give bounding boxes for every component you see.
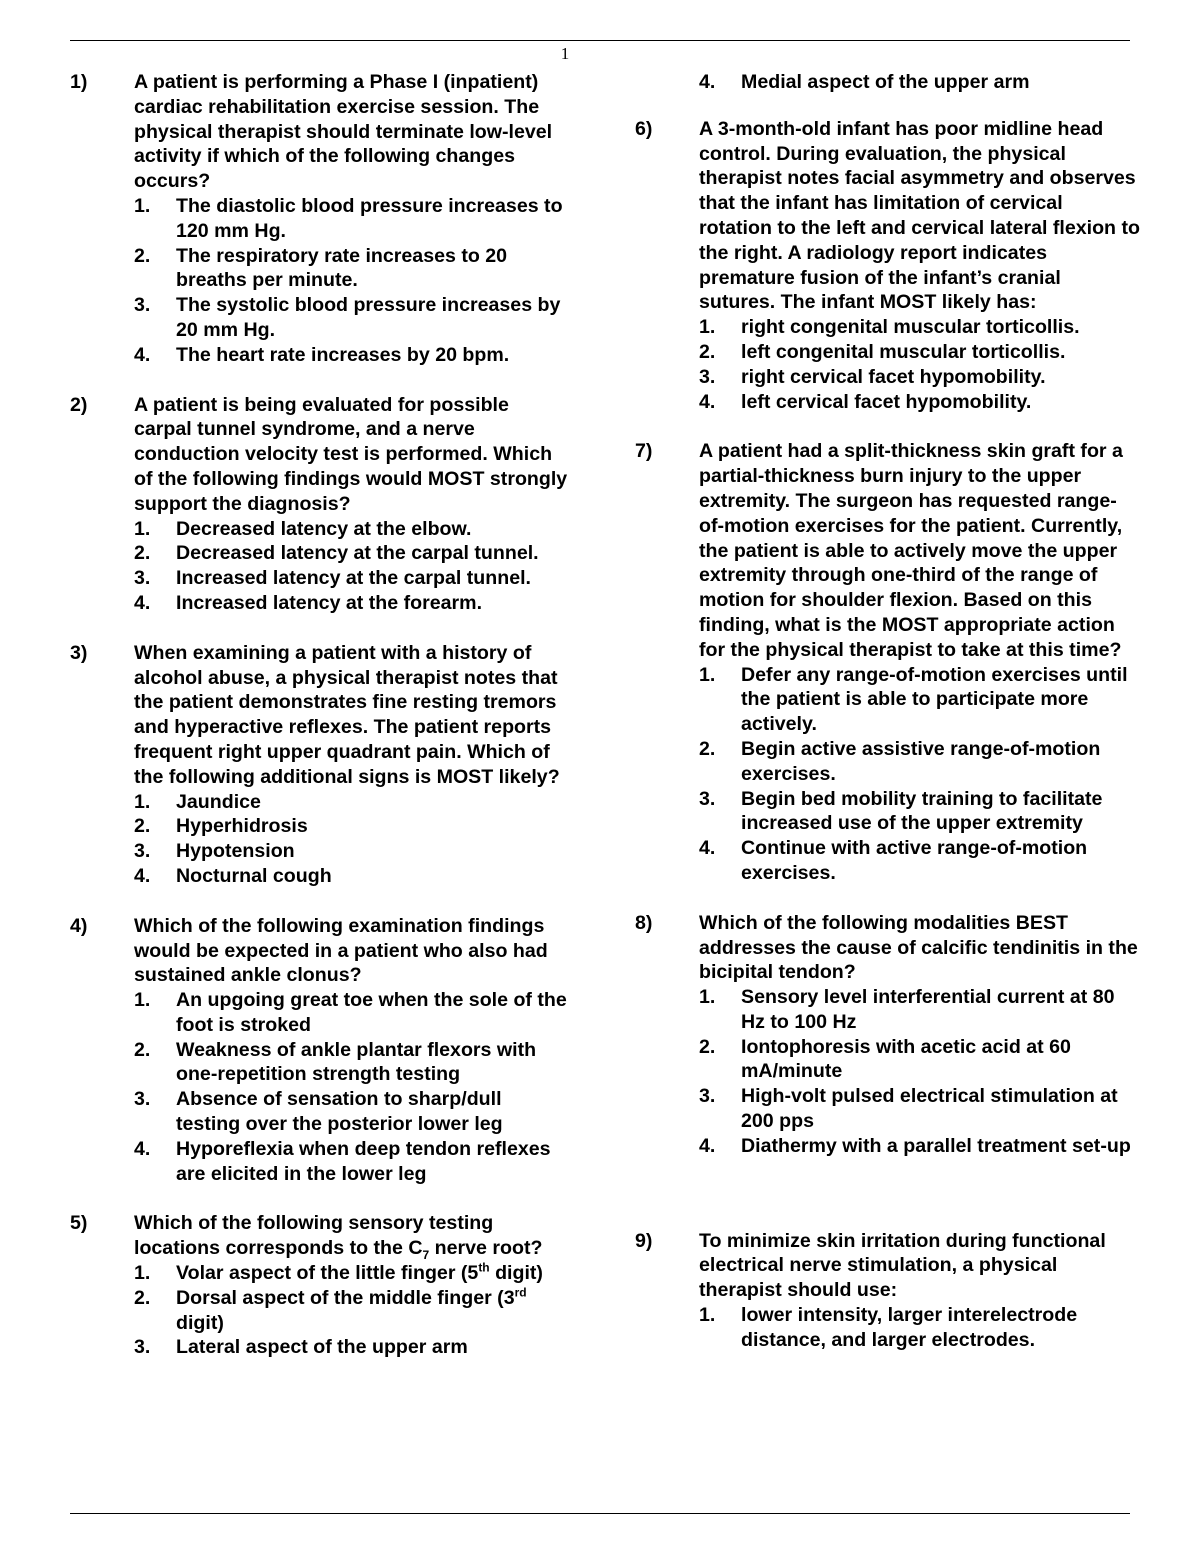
answer-options [699, 663, 1140, 886]
answer-option [699, 1084, 1140, 1134]
question-5 [70, 1211, 570, 1360]
answer-options [699, 315, 1140, 414]
answer-option [134, 541, 570, 566]
answer-option [699, 365, 1140, 390]
option-text: right cervical facet hypomobility. [741, 365, 1046, 388]
option-number: 4. [699, 71, 716, 93]
option-number: 2. [699, 1035, 716, 1058]
option-number: 4. [699, 1134, 716, 1157]
question-stem: When examining a patient with a history of alcohol abuse, a physical therapist notes that the patient demonstrates fine resting tremors and hyperactive reflexes. The patient reports frequent right upper quadrant pain. Which of the following additional signs is MOST likely? [134, 641, 560, 788]
answer-option [134, 1038, 570, 1088]
option-text: Increased latency at the carpal tunnel. [176, 567, 531, 590]
option-number: 4. [134, 591, 151, 614]
option-text: Hypotension [176, 840, 295, 863]
option-number: 3. [699, 1085, 716, 1108]
option-text: The respiratory rate increases to 20 breaths per minute. [176, 244, 508, 292]
option-text: Nocturnal cough [176, 864, 332, 887]
option-number: 3. [134, 840, 151, 863]
answer-option [134, 790, 570, 815]
option-text: Volar aspect of the little finger (5 [176, 1262, 479, 1285]
option-text: Defer any range-of-motion exercises until the patient is able to participate more actively. [741, 663, 1128, 736]
option-text: Jaundice [176, 790, 261, 813]
question-number: 5) [70, 1212, 88, 1235]
option-number: 1. [699, 663, 716, 686]
answer-options [134, 790, 570, 889]
option-number: 1. [699, 986, 716, 1009]
option-number: 3. [134, 567, 151, 590]
left-column [70, 70, 570, 1385]
answer-options [134, 988, 570, 1186]
option-number: 2. [134, 1286, 151, 1309]
answer-option [134, 591, 570, 616]
question-stem: A patient had a split-thickness skin graft for a partial-thickness burn injury to the upper extremity. The surgeon has requested range-of-motion exercises for the patient. Currently, the patient is able to actively move the upper extremity through one-third of the range of motion for shoulder flexion. Based on this finding, what is the MOST appropriate action for the physical therapist to take at this time? [699, 440, 1123, 661]
page-number: 1 [560, 44, 570, 63]
option-number: 3. [134, 1336, 151, 1359]
option-text: Dorsal aspect of the middle finger (3 [176, 1286, 515, 1309]
question-number: 2) [70, 393, 88, 416]
option-text: Begin active assistive range-of-motion exercises. [741, 737, 1101, 785]
answer-option [699, 737, 1140, 787]
question-6 [635, 117, 1140, 415]
answer-options [134, 1261, 570, 1360]
option-number: 4. [134, 343, 151, 366]
question-number: 4) [70, 914, 88, 937]
option-text: Hyperhidrosis [176, 815, 308, 838]
option-number: 1. [134, 194, 151, 217]
question-number: 9) [635, 1229, 653, 1252]
answer-option [134, 1087, 570, 1137]
option-number: 1. [699, 316, 716, 339]
answer-option [699, 836, 1140, 886]
answer-option [699, 1035, 1140, 1085]
question-3 [70, 641, 570, 889]
question-stem: A 3-month-old infant has poor midline head control. During evaluation, the physical therapist notes facial asymmetry and observes that the infant has limitation of cervical rotation to the left and cervical lateral flexion to the right. A radiology report indicates premature fusion of the infant’s cranial sutures. The infant MOST likely has: [699, 117, 1140, 314]
question-number: 1) [70, 71, 88, 93]
option-number: 2. [134, 815, 151, 838]
answer-option [134, 293, 570, 343]
answer-option [699, 663, 1140, 737]
option-superscript: th [478, 1260, 490, 1275]
option-number: 3. [134, 1088, 151, 1111]
option-number: 3. [699, 365, 716, 388]
option-text: Lateral aspect of the upper arm [176, 1336, 468, 1359]
option-text: Absence of sensation to sharp/dull testing over the posterior lower leg [176, 1088, 503, 1136]
answer-options [699, 1303, 1140, 1353]
answer-option [699, 787, 1140, 837]
option-number: 1. [134, 517, 151, 540]
option-number: 2. [134, 244, 151, 267]
option-text: digit) [176, 1311, 224, 1334]
option-number: 2. [134, 1038, 151, 1061]
answer-option [699, 1303, 1140, 1353]
option-text: High-volt pulsed electrical stimulation at 200 pps [741, 1085, 1118, 1133]
answer-option [134, 1137, 570, 1187]
answer-option [134, 988, 570, 1038]
answer-options [134, 194, 570, 368]
answer-option [134, 814, 570, 839]
question-2 [70, 393, 570, 616]
question-number: 6) [635, 117, 653, 140]
option-text: Weakness of ankle plantar flexors with one-repetition strength testing [176, 1038, 537, 1086]
answer-option [699, 315, 1140, 340]
stem-text: Which of the following sensory testing locations corresponds to the C [134, 1212, 494, 1260]
option-text: Medial aspect of the upper arm [741, 71, 1030, 93]
question-5-continued [635, 70, 1140, 95]
question-stem: Which of the following modalities BEST addresses the cause of calcific tendinitis in the bicipital tendon? [699, 911, 1138, 984]
answer-option [134, 244, 570, 294]
option-number: 3. [134, 294, 151, 317]
option-text: left cervical facet hypomobility. [741, 390, 1032, 413]
answer-options [699, 70, 1140, 95]
question-stem [134, 1211, 570, 1261]
option-text: Hyporeflexia when deep tendon reflexes are elicited in the lower leg [176, 1137, 551, 1185]
option-number: 2. [134, 542, 151, 565]
stem-subscript: 7 [422, 1248, 430, 1263]
question-number: 3) [70, 641, 88, 664]
answer-option [699, 1134, 1140, 1159]
option-number: 1. [699, 1304, 716, 1327]
answer-option [134, 864, 570, 889]
answer-option [134, 566, 570, 591]
question-9 [635, 1229, 1140, 1353]
question-1 [70, 70, 570, 368]
option-number: 4. [699, 390, 716, 413]
stem-text: nerve root? [429, 1237, 543, 1260]
answer-option [134, 1335, 570, 1360]
option-text: Decreased latency at the elbow. [176, 517, 472, 540]
option-number: 4. [134, 864, 151, 887]
question-8 [635, 911, 1140, 1159]
top-rule [70, 40, 1130, 41]
option-number: 4. [134, 1137, 151, 1160]
answer-option [134, 194, 570, 244]
answer-option [134, 1286, 570, 1336]
question-number: 7) [635, 440, 653, 463]
option-text: The systolic blood pressure increases by 20 mm Hg. [176, 294, 561, 341]
option-superscript: rd [514, 1285, 527, 1300]
option-text: Begin bed mobility training to facilitate increased use of the upper extremity [741, 787, 1103, 835]
option-text: The diastolic blood pressure increases to 120 mm Hg. [176, 194, 563, 242]
option-text: The heart rate increases by 20 bpm. [176, 343, 510, 366]
question-stem: Which of the following examination findings would be expected in a patient who also had sustained ankle clonus? [134, 914, 548, 987]
answer-option [699, 70, 1140, 95]
option-number: 2. [699, 340, 716, 363]
question-stem: To minimize skin irritation during functional electrical nerve stimulation, a physical therapist should use: [699, 1229, 1106, 1302]
answer-option [699, 340, 1140, 365]
option-text: digit) [489, 1262, 543, 1285]
answer-option [134, 1261, 570, 1286]
answer-option [699, 985, 1140, 1035]
option-text: Diathermy with a parallel treatment set-up [741, 1134, 1131, 1157]
option-number: 4. [699, 837, 716, 860]
option-text: Continue with active range-of-motion exercises. [741, 837, 1088, 884]
option-text: left congenital muscular torticollis. [741, 340, 1066, 363]
answer-option [699, 390, 1140, 415]
option-text: Decreased latency at the carpal tunnel. [176, 542, 539, 565]
bottom-rule [70, 1513, 1130, 1514]
answer-option [134, 343, 570, 368]
option-number: 3. [699, 787, 716, 810]
question-stem: A patient is being evaluated for possible carpal tunnel syndrome, and a nerve conduction velocity test is performed. Which of the following findings would MOST strongly support the diagnosis? [134, 393, 568, 515]
answer-option [134, 839, 570, 864]
option-text: Increased latency at the forearm. [176, 591, 483, 614]
answer-options [699, 985, 1140, 1159]
option-number: 2. [699, 737, 716, 760]
answer-options [134, 517, 570, 616]
option-text: right congenital muscular torticollis. [741, 316, 1080, 339]
option-text: An upgoing great toe when the sole of the foot is stroked [176, 989, 567, 1036]
option-number: 1. [134, 1262, 151, 1285]
option-number: 1. [134, 989, 151, 1012]
question-4 [70, 914, 570, 1187]
answer-option [134, 517, 570, 542]
option-text: lower intensity, larger interelectrode distance, and larger electrodes. [741, 1304, 1078, 1351]
option-text: Iontophoresis with acetic acid at 60 mA/minute [741, 1035, 1071, 1083]
right-column [635, 70, 1140, 1378]
question-stem: A patient is performing a Phase I (inpatient) cardiac rehabilitation exercise session. The physical therapist should terminate low-level activity if which of the following changes occurs? [134, 71, 553, 193]
question-number: 8) [635, 911, 653, 934]
option-number: 1. [134, 790, 151, 813]
question-7 [635, 439, 1140, 885]
option-text: Sensory level interferential current at 80 Hz to 100 Hz [741, 986, 1115, 1033]
